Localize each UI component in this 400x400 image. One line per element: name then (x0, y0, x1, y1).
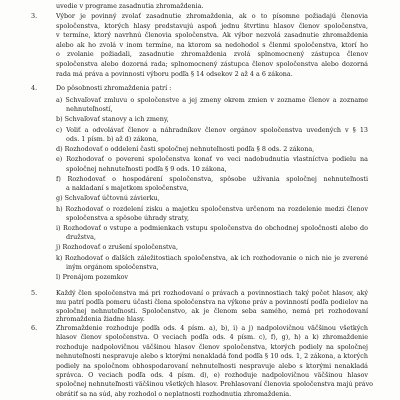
p6-line: spoločnej nehnuteľnosti väčšinou všetkých hlasov. Prehlasovaní členovia spoločenstva majú právo (56, 380, 374, 389)
p3-line: rada má práva a povinnosti výboru podľa § 14 odsekov 2 až 4 a 6 zákona. (56, 69, 293, 78)
p6-line: správca. O veciach podľa ods. 4 písm. d), e) rozhoduje nadpolovičnou väčšinou hlasov (56, 371, 368, 379)
list-item-line: i) Rozhodovať o vstupe a podmienkach vstupu spoločenstva do obchodnej spoločnosti alebo do (56, 223, 368, 232)
list-item-line: iným orgánom spoločenstva, (66, 262, 159, 271)
p3-line: Výbor je povinný zvolať zasadnutie zhromaždenia, ak o to písomne požiadajú členovia (56, 12, 368, 20)
paragraph-4-number: 4. (31, 84, 38, 92)
list-item-line: spoločnej nehnuteľnosti podľa § 9 ods. 10 zákona, (66, 164, 227, 173)
list-item-line: h) Rozhodovať o rozdelení zisku a majetku spoločenstva určenom na rozdelenie medzi členov (56, 204, 368, 213)
p3-line: o zvolanie požiadali, zasadnutie zhromaždenia zvolá splnomocnený zástupca členov (56, 50, 368, 59)
list-item-line: g) Schvaľovať účtovnú závierku, (56, 194, 160, 203)
p3-line: alebo ak ho zvolá v inom termíne, na ktorom sa nedohodol s členmi spoločenstva, ktorí ho (56, 40, 368, 49)
p6-line: rozhoduje nadpolovičnou väčšinou hlasov členov spoločenstva, ktorých podiely na spoločnej (56, 342, 368, 351)
list-item-line: f) Rozhodovať o hospodárení spoločenstva, spôsobe užívania spoločnej nehnuteľnosti (56, 174, 368, 183)
p3-line: spoločenstva, ktorých hlasy predstavujú aspoň jednu štvrtinu hlasov členov spoločenstva, (56, 21, 368, 30)
p6-line: podiely na spoločnom obhospodarovaní nehnuteľnosti nespravuje alebo s ktorými nenakladá (56, 361, 368, 370)
list-item-line: nehnuteľností, (66, 105, 113, 114)
list-item-line: spoločenstva a spôsobe úhrady straty, (66, 213, 189, 222)
p5-line: mu patrí podľa pomeru účasti člena spoločenstva na výkone práv a povinností podľa podielov na (56, 297, 368, 306)
p6-line: hlasov členov spoločenstva. O veciach podľa ods. 4 písm. c), f), g), h) a k) zhromaždenie (56, 333, 368, 342)
paragraph-4-intro: Do pôsobnosti zhromaždenia patrí : (56, 84, 172, 92)
p6-line: Zhromaždenie rozhoduje podľa ods. 4 písm. a), b), i) a j) nadpolovičnou väčšinou všetkých (56, 324, 368, 332)
list-item-line: b) Schvaľovať stanovy a ich zmeny, (56, 115, 169, 124)
p3-line: v termíne, ktorý navrhnú členovia spoločenstva. Ak výbor nezvolá zasadnutie zhromaždenia (56, 31, 368, 40)
list-item-line: j) Rozhodovať o zrušení spoločenstva, (56, 243, 179, 252)
list-item-line: ods. 1 písm. b) až d) zákona, (66, 134, 159, 143)
list-item-line: d) Rozhodovať o oddelení časti spoločnej nehnuteľnosti podľa § 8 ods. 2 zákona, (56, 145, 315, 154)
paragraph-3-number: 3. (31, 12, 38, 20)
top-line: uvedie v programe zasadnutia zhromaždenia. (56, 2, 204, 10)
p6-line: obrátiť sa na súd, aby rozhodol o neplatnosti rozhodnutia zhromaždenia. (56, 389, 292, 398)
list-item-line: k) Rozhodovať o ďalších záležitostiach spoločenstva, ak ich rozhodovanie o nich nie je zverené (56, 253, 368, 262)
list-item-line: družstva, (66, 233, 96, 241)
paragraph-5-number: 5. (31, 289, 38, 297)
paragraph-6-number: 6. (31, 324, 38, 332)
list-item-line: e) Rozhodovať o povereni spoločenstva konať vo veci nadobudnutia vlastníctva podielu na (56, 155, 368, 164)
list-item-line: l) Prenájom pozemkov (56, 273, 129, 281)
list-item-line: a) Schvaľovať zmluvu o spoločenstve a jej zmeny okrem zmien v zozname členov a zozname (56, 96, 368, 104)
list-item-line: a nakladaní s majetkom spoločenstva, (66, 183, 189, 192)
p5-line: Každý člen spoločenstva má pri rozhodovaní o právach a povinnostiach taký počet hlasov, aký (56, 289, 368, 297)
list-item-line: c) Voliť a odvolávať členov a náhradníkov členov orgánov spoločenstva uvedených v § 13 (56, 125, 368, 134)
p3-line: spoločenstva alebo dozorná rada; splnomocnený zástupca členov spoločenstva alebo dozorná (56, 60, 368, 68)
p5-line: zhromaždenia žiadne hlasy. (56, 315, 145, 324)
p5-line: spoločnej nehnuteľnosti. Spoločenstvo, ak je členom seba samého, nemá pri rozhodovaní (56, 306, 368, 315)
p6-line: nehnuteľnosti nespravuje alebo s ktorými nenakladá fond podľa § 10 ods. 1, 2 zákona, a ktorých (56, 352, 368, 361)
